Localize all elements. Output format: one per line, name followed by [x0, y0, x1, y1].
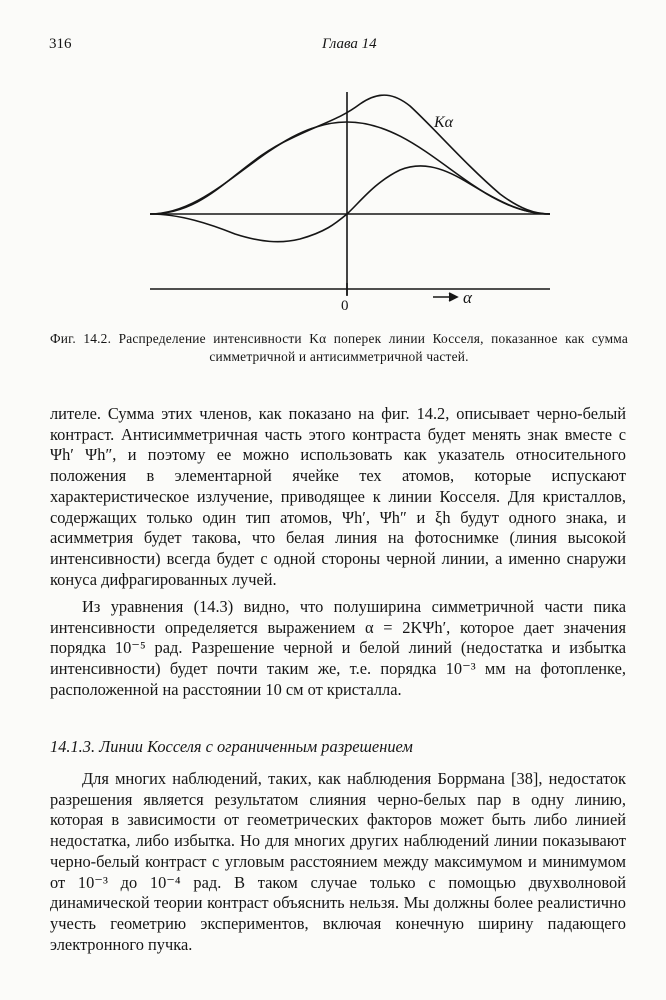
body-paragraph-3: [50, 769, 626, 955]
running-head: Глава 14: [322, 36, 377, 52]
origin-label: 0: [341, 298, 349, 314]
paragraph-text: Из уравнения (14.3) видно, что полуширина симметричной части пика интенсивности определяется выражением α = 2KΨh′, которое дает значения порядка 10⁻⁵ рад. Разрешение черной и белой линий (недостатка и избытка интенсивности) будет почти таким же, т.е. порядка 10⁻³ мм на фотопленке, расположенной на расстоянии 10 см от кристалла.: [50, 597, 626, 699]
axis-arrow-head: [449, 293, 457, 301]
paragraph-text: лителе. Сумма этих членов, как показано на фиг. 14.2, описывает черно-белый контраст. Антисимметричная часть этого контраста будет менять знак вместе с Ψh′ Ψh″, и поэтому ее можно использовать как указатель относительного положения в элементарной ячейке тех атомов, которые испускают характеристическое излучение, приводящее к линии Косселя. Для кристаллов, содержащих только один тип атомов, Ψh′, Ψh″ и ξh будут одного знака, и асимметрия будет такова, что белая линия на фотоснимке (линия высокой интенсивности) всегда будет с одной стороны черной линии, а именно снаружи конуса дифрагированных лучей.: [50, 404, 626, 589]
figure-caption: Фиг. 14.2. Распределение интенсивности Kα поперек линии Косселя, показанное как сумма симметричной и антисимметричной частей.: [50, 331, 628, 364]
body-paragraph-1: [50, 404, 626, 590]
antisymmetric-curve: [150, 166, 550, 242]
paragraph-text: Для многих наблюдений, таких, как наблюдения Боррмана [38], недостаток разрешения является результатом слияния черно-белых пар в одну линию, которая в зависимости от геометрических факторов может быть либо линией недостатка, либо избытка. Но для многих других наблюдений линии показывают черно-белый контраст с угловым расстоянием между максимумом и минимумом от 10⁻³ до 10⁻⁴ рад. В таком случае только с помощью двухволновой динамической теории контраст объяснить нельзя. Мы должны более реалистично учесть геометрию экспериментов, включая конечную ширину падающего электронного пучка.: [50, 769, 626, 954]
figure-kossel-intensity: [140, 84, 560, 314]
symmetric-curve: [150, 122, 550, 214]
page-number: 316: [49, 36, 72, 52]
curve-label: Kα: [434, 114, 454, 131]
axis-label: α: [463, 288, 472, 307]
section-title: 14.1.3. Линии Косселя с ограниченным разрешением: [50, 737, 413, 756]
body-paragraph-2: [50, 597, 626, 701]
